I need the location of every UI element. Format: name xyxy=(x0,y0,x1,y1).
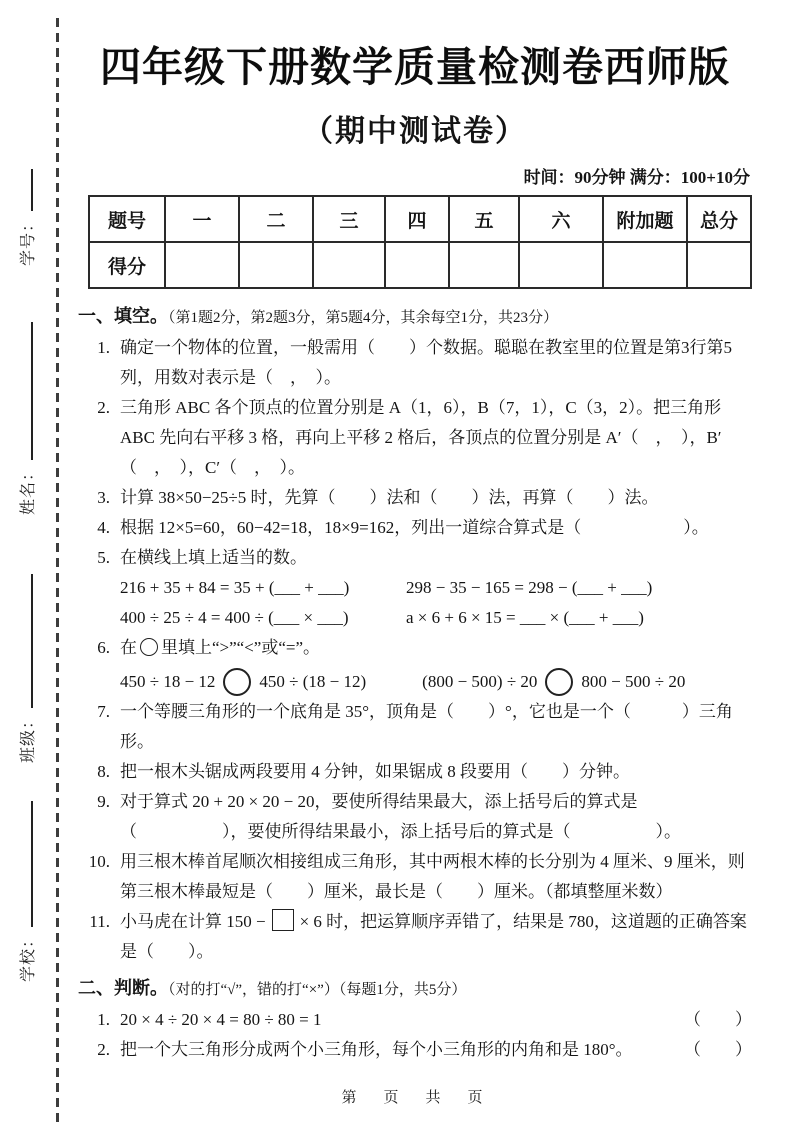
section1-header xyxy=(78,301,752,333)
question-text: 用三根木棒首尾顺次相接组成三角形，其中两根木棒的长分别为 4 厘米、9 厘米，则第三根木棒最短是（ ）厘米，最长是（ ）厘米。（都填整厘米数） xyxy=(120,852,745,901)
score-table-header-row xyxy=(89,196,751,242)
text-before-box: 小马虎在计算 150 − xyxy=(120,912,266,931)
question-number: 3. xyxy=(97,488,110,507)
expression-right: 450 ÷ (18 − 12) xyxy=(259,672,367,691)
seal-dashed-line xyxy=(56,18,59,1122)
score-header-4: 四 xyxy=(385,196,449,242)
question-body xyxy=(120,1035,752,1065)
question-number: 8. xyxy=(97,762,110,781)
circle-blank-icon xyxy=(140,638,158,656)
score-table xyxy=(88,195,752,289)
question-text: 一个等腰三角形的一个底角是 35°，顶角是（ ）°，它也是一个（ ）三角形。 xyxy=(120,702,733,751)
section1-note: （第1题2分，第2题3分，第5题4分，其余每空1分，共23分） xyxy=(168,310,559,326)
question-number: 9. xyxy=(97,792,110,811)
question-5 xyxy=(78,543,752,633)
lead-prefix: 在 xyxy=(120,638,137,657)
question-3 xyxy=(78,483,752,513)
main-column xyxy=(78,0,752,1065)
score-table-score-row xyxy=(89,242,751,288)
question-text: 确定一个物体的位置，一般需用（ ）个数据。聪聪在教室里的位置是第3行第5列，用数对表示是（ ， ）。 xyxy=(120,338,732,387)
student-id-label: 学号： xyxy=(19,214,37,266)
page-title: 四年级下册数学质量检测卷西师版 xyxy=(100,44,730,90)
question-number: 5. xyxy=(97,548,110,567)
equation: 400 ÷ 25 ÷ 4 = 400 ÷ (___ × ___) xyxy=(120,608,349,627)
score-cell-4 xyxy=(385,242,449,288)
score-cell-3 xyxy=(313,242,385,288)
school-label: 学校： xyxy=(19,930,37,982)
comparison-circle-blank xyxy=(545,668,573,696)
question-text: 在横线上填上适当的数。 xyxy=(120,548,307,567)
score-cell-total xyxy=(687,242,751,288)
answer-blank: （ ） xyxy=(684,1010,752,1029)
score-header-total: 总分 xyxy=(687,196,751,242)
question-7 xyxy=(78,697,752,757)
question-4 xyxy=(78,513,752,543)
student-id-field xyxy=(15,166,37,266)
question-body xyxy=(120,1005,752,1035)
question-1 xyxy=(78,333,752,393)
score-cell-2 xyxy=(239,242,313,288)
page-subtitle: （期中测试卷） xyxy=(303,115,527,148)
question-text xyxy=(120,633,752,663)
equation-row-2 xyxy=(120,603,752,633)
score-header-6: 六 xyxy=(519,196,603,242)
question-number: 2. xyxy=(97,398,110,417)
score-header-1: 一 xyxy=(165,196,239,242)
question-number: 4. xyxy=(97,518,110,537)
judgement-1 xyxy=(78,1005,752,1035)
question-number: 6. xyxy=(97,638,110,657)
question-text: 把一根木头锯成两段要用 4 分钟，如果锯成 8 段要用（ ）分钟。 xyxy=(120,762,630,781)
question-body xyxy=(120,543,752,633)
question-text: 对于算式 20 + 20 × 20 − 20，要使所得结果最大，添上括号后的算式是（ ），要使所得结果最小，添上括号后的算式是（ ）。 xyxy=(120,792,681,841)
score-header-2: 二 xyxy=(239,196,313,242)
score-row-label: 得分 xyxy=(89,242,165,288)
exam-time-score-info: 时间：90分钟 满分：100+10分 xyxy=(523,168,750,187)
question-8 xyxy=(78,757,752,787)
score-cell-bonus xyxy=(603,242,687,288)
student-id-blank-line xyxy=(20,169,33,211)
question-content xyxy=(78,301,752,1065)
question-text xyxy=(120,907,752,967)
score-header-bonus: 附加题 xyxy=(603,196,687,242)
score-header-5: 五 xyxy=(449,196,519,242)
expression-right: 800 − 500 ÷ 20 xyxy=(581,672,686,691)
question-6 xyxy=(78,633,752,697)
student-name-field xyxy=(15,315,37,515)
text-after-box: × 6 时，把运算顺序弄错了，结果是 780，这道题的正确答案是（ ）。 xyxy=(120,912,747,961)
question-text: 计算 38×50−25÷5 时，先算（ ）法和（ ）法，再算（ ）法。 xyxy=(120,488,659,507)
school-blank-line xyxy=(20,801,33,927)
class-label: 班级： xyxy=(19,711,37,763)
judgement-2 xyxy=(78,1035,752,1065)
number-box-blank xyxy=(272,909,294,931)
question-body xyxy=(120,633,752,697)
question-number: 10. xyxy=(88,852,110,871)
question-text: 20 × 4 ÷ 20 × 4 = 80 ÷ 80 = 1 xyxy=(120,1010,322,1029)
student-name-blank-line xyxy=(20,322,33,460)
section2-header xyxy=(78,973,752,1005)
expression-left: (800 − 500) ÷ 20 xyxy=(422,672,538,691)
question-number: 2. xyxy=(97,1040,110,1059)
score-header-3: 三 xyxy=(313,196,385,242)
expression-left: 450 ÷ 18 − 12 xyxy=(120,672,216,691)
question-text: 根据 12×5=60，60−42=18，18×9=162，列出一道综合算式是（ ）。 xyxy=(120,518,709,537)
equation: 216 + 35 + 84 = 35 + (___ + ___) xyxy=(120,578,350,597)
score-cell-6 xyxy=(519,242,603,288)
equation-row-1 xyxy=(120,573,752,603)
equation: 298 − 35 − 165 = 298 − (___ + ___) xyxy=(406,578,653,597)
question-text: 三角形 ABC 各个顶点的位置分别是 A（1，6），B（7，1），C（3，2）。把三角形 ABC 先向右平移 3 格，再向上平移 2 格后，各顶点的位置分别是 A′（ ， ），B′（ ， ），C′（ ， ）。 xyxy=(120,398,722,477)
comparison-circle-blank xyxy=(223,668,251,696)
question-9 xyxy=(78,787,752,847)
page-footer: 第 页 共 页 xyxy=(341,1090,489,1106)
student-name-label: 姓名： xyxy=(19,463,37,515)
class-blank-line xyxy=(20,574,33,708)
equation: a × 6 + 6 × 15 = ___ × (___ + ___) xyxy=(406,608,644,627)
school-field xyxy=(15,794,37,982)
section2-note: （对的打“√”，错的打“×”）（每题1分，共5分） xyxy=(168,982,467,998)
question-number: 7. xyxy=(97,702,110,721)
score-header-question: 题号 xyxy=(89,196,165,242)
question-number: 1. xyxy=(97,1010,110,1029)
section2-title: 二、判断。 xyxy=(78,978,168,998)
score-cell-5 xyxy=(449,242,519,288)
answer-blank: （ ） xyxy=(684,1040,752,1059)
lead-suffix: 里填上“>”“<”或“=”。 xyxy=(161,638,321,657)
question-11 xyxy=(78,907,752,967)
comparison-row xyxy=(120,667,752,697)
section1-title: 一、填空。 xyxy=(78,306,168,326)
question-text: 把一个大三角形分成两个小三角形，每个小三角形的内角和是 180°。 xyxy=(120,1040,633,1059)
question-number: 11. xyxy=(89,912,110,931)
question-10 xyxy=(78,847,752,907)
question-2 xyxy=(78,393,752,483)
question-number: 1. xyxy=(97,338,110,357)
class-field xyxy=(15,567,37,763)
score-cell-1 xyxy=(165,242,239,288)
